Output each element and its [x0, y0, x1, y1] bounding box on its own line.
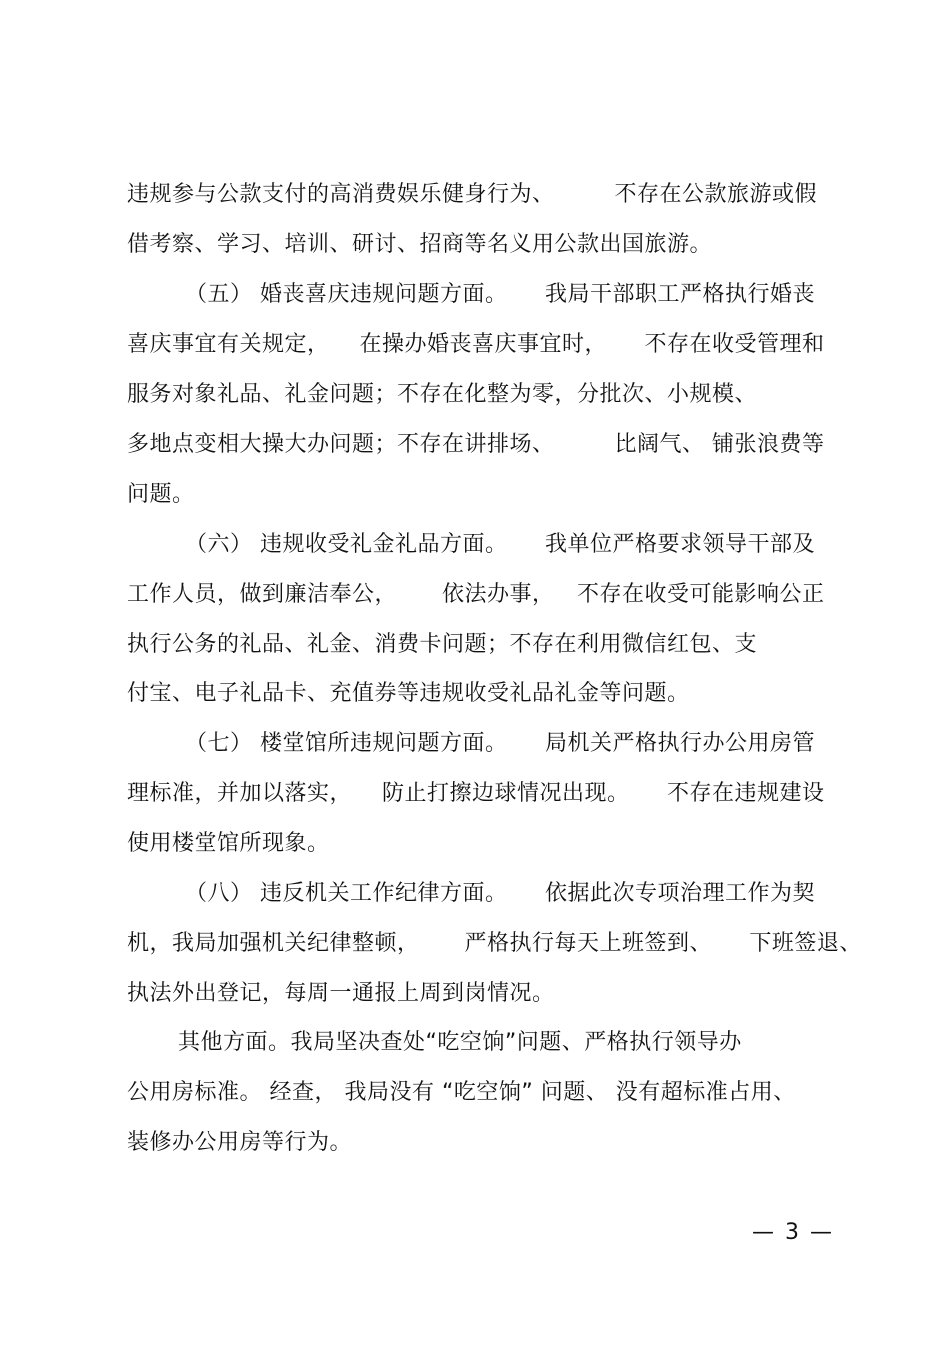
- text-line: 工作人员，做到廉洁奉公， 依法办事， 不存在收受可能影响公正: [127, 582, 825, 607]
- text-line: 借考察、学习、培训、研讨、招商等名义用公款出国旅游。: [127, 232, 713, 257]
- text-line: 执行公务的礼品、礼金、消费卡问题；不存在利用微信红包、支: [127, 632, 758, 657]
- text-line: 执法外出登记，每周一通报上周到岗情况。: [127, 981, 555, 1006]
- text-line: 其他方面。我局坚决查处“吃空饷”问题、严格执行领导办: [178, 1030, 742, 1055]
- text-line: 装修办公用房等行为。: [127, 1130, 353, 1155]
- text-line: 喜庆事宜有关规定， 在操办婚丧喜庆事宜时， 不存在收受管理和: [127, 332, 825, 357]
- text-line: 违规参与公款支付的高消费娱乐健身行为、 不存在公款旅游或假: [127, 182, 817, 207]
- text-line: 理标准，并加以落实， 防止打擦边球情况出现。 不存在违规建设: [127, 781, 825, 806]
- text-line: 使用楼堂馆所现象。: [127, 831, 330, 856]
- text-line: 公用房标准。 经查， 我局没有 “吃空饷” 问题、 没有超标准占用、: [127, 1080, 796, 1105]
- text-line: （八） 违反机关工作纪律方面。 依据此次专项治理工作为契: [185, 881, 815, 906]
- text-line: 多地点变相大操大办问题；不存在讲排场、 比阔气、 铺张浪费等: [127, 432, 825, 457]
- text-line: （五） 婚丧喜庆违规问题方面。 我局干部职工严格执行婚丧: [185, 282, 815, 307]
- text-line: 服务对象礼品、礼金问题；不存在化整为零，分批次、小规模、: [127, 382, 758, 407]
- text-line: （六） 违规收受礼金礼品方面。 我单位严格要求领导干部及: [185, 532, 815, 557]
- text-line: （七） 楼堂馆所违规问题方面。 局机关严格执行办公用房管: [185, 731, 815, 756]
- page-number: — 3 —: [752, 1220, 834, 1245]
- text-line: 机，我局加强机关纪律整顿， 严格执行每天上班签到、 下班签退、: [127, 931, 862, 956]
- text-line: 付宝、电子礼品卡、充值券等违规收受礼品礼金等问题。: [127, 681, 690, 706]
- text-line: 问题。: [127, 482, 195, 507]
